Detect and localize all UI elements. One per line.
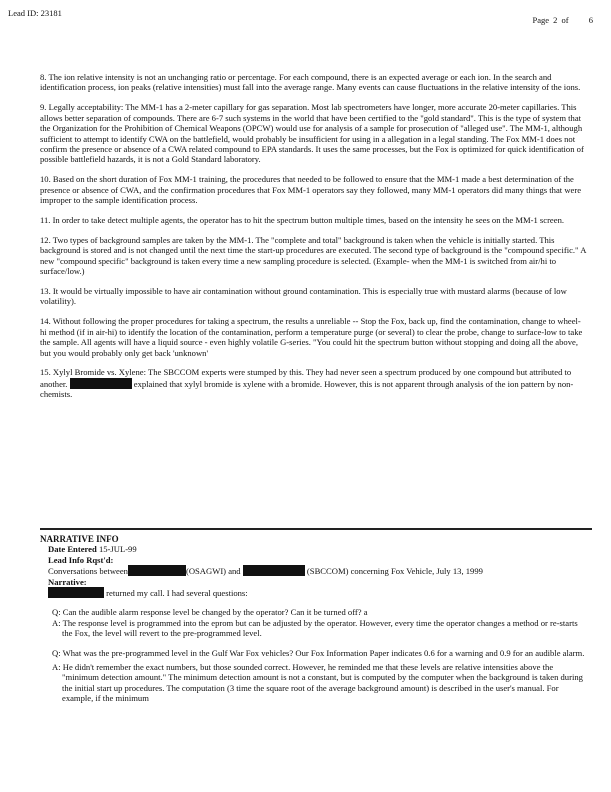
qa-block bbox=[40, 607, 588, 703]
finding-10: 10. Based on the short duration of Fox MM-1 training, the procedures that needed to be followed to ensure that the MM-1 made a best determination of the presence or absence of CWA, and the confirmation procedures that Fox MM-1 operators say they followed, many MM-1 operators did many things that were improper to the sample identification process. bbox=[40, 174, 582, 206]
numbered-findings bbox=[40, 72, 586, 409]
section-divider bbox=[40, 528, 592, 530]
qa-prefix: A: bbox=[52, 662, 61, 673]
page-indicator bbox=[533, 15, 594, 25]
returned-text: returned my call. I had several questions: bbox=[106, 588, 248, 599]
lead-info-label: Lead Info Rqst'd: bbox=[48, 554, 114, 565]
page-label: Page bbox=[532, 15, 550, 25]
qa-prefix: Q: bbox=[52, 607, 61, 618]
qa-answer bbox=[52, 662, 588, 704]
date-entered-row bbox=[40, 544, 588, 554]
date-entered-value: 15-JUL-99 bbox=[98, 544, 137, 555]
date-entered-label: Date Entered bbox=[48, 544, 97, 555]
finding-14: 14. Without following the proper procedures for taking a spectrum, the results a unreliable -- Stop the Fox, back up, find the contamination, change to wheel-hi method (if in air-hi) to identify the location of the contamination, perform a temperature purge (or several) to clear the probe, change to surface-low to take the sample. All agents will have a liquid source - even highly volatile G-series. "You could hit the spectrum button without stopping and doing all the above, but you would probably only get back 'unknown' bbox=[40, 316, 583, 358]
qa-text: Can the audible alarm response level be changed by the operator? Can it be turned off? a bbox=[62, 607, 368, 618]
conversation-text-b: (OSAGWI) and bbox=[185, 566, 241, 577]
qa-question bbox=[52, 607, 588, 617]
finding-15 bbox=[40, 367, 586, 399]
narrative-title: NARRATIVE INFO bbox=[40, 534, 119, 544]
finding-13: 13. It would be virtually impossible to have air contamination without ground contamination. This is especially true with mustard alarms (because of low volatility). bbox=[40, 286, 567, 307]
qa-question bbox=[52, 648, 588, 658]
conversation-text-a: Conversations between bbox=[48, 566, 128, 577]
page-number: 2 bbox=[553, 15, 558, 25]
qa-prefix: A: bbox=[52, 617, 61, 628]
finding-15-part-b: explained that xylyl bromide is xylene with a bromide. However, this is not apparent through analysis of the ion pattern by non-chemists. bbox=[40, 378, 574, 400]
redaction-block bbox=[128, 565, 186, 576]
finding-15-part-a: 15. Xylyl Bromide vs. Xylene: The SBCCOM experts were stumped by this. They had never seen a spectrum produced by one compound but attributed to another. bbox=[40, 367, 572, 389]
lead-id: Lead ID: 23181 bbox=[8, 8, 62, 18]
returned-line bbox=[40, 587, 588, 598]
qa-text: What was the pre-programmed level in the Gulf War Fox vehicles? Our Fox Information Paper indicates 0.6 for a warning and 0.9 for an audible alarm. bbox=[62, 647, 585, 658]
redaction-block bbox=[48, 587, 104, 598]
qa-answer bbox=[52, 618, 588, 639]
narrative-section bbox=[40, 534, 588, 704]
finding-11: 11. In order to take detect multiple agents, the operator has to hit the spectrum button multiple times, based on the intensity he sees on the MM-1 screen. bbox=[40, 214, 565, 225]
finding-12: 12. Two types of background samples are taken by the MM-1. The "complete and total" background is taken when the vehicle is initially started. This background is stored and is not changed until the next time the start-up procedures are executed. The second type of background is the "compound specific." A new "compound specific" background is taken every time a new sampling procedure is selected. (Example- when the MM-1 is switched from air/hi to surface/low.) bbox=[40, 234, 586, 277]
narrative-label: Narrative: bbox=[48, 576, 87, 587]
page-of: of bbox=[561, 15, 569, 25]
conversation-line bbox=[40, 565, 588, 576]
page-total: 6 bbox=[588, 15, 593, 25]
conversation-text-c: (SBCCOM) concerning Fox Vehicle, July 13, 1999 bbox=[306, 566, 483, 577]
qa-prefix: Q: bbox=[52, 647, 61, 658]
qa-text: He didn't remember the exact numbers, but those sounded correct. However, he reminded me that these levels are relative intensities above the "minimum detection amount." The minimum detection amount is not a constant, but is computed by the computer when the background is taken during the initial start up procedures. The computation (3 time the square root of the average background amount) is described in the user's manual. For example, if the minimum bbox=[62, 662, 583, 704]
redaction-block bbox=[243, 565, 305, 576]
finding-9: 9. Legally acceptability: The MM-1 has a 2-meter capillary for gas separation. Most lab spectrometers have longer, more accurate 20-meter capillaries. This allows better separation of compounds. There are 6-7 such systems in the world that have been certified to the "gold standard". This is the type of system that the Organization for the Prohibition of Chemical Weapons (OPCW) would use for analysis of a sample for prosecution of "alleged use". The MM-1, although sufficient to attempt to identify CWA on the battlefield, would probably be insufficient for using in a allegation in a legal standing. The Fox MM-1 does not confirm the presence or absence of a CWA related compound to EPA standards. It uses the same processes, but the Fox is optimized for quick identification of possible battlefield hazards, it is not a Gold Standard laboratory. bbox=[40, 102, 584, 165]
qa-text: The response level is programmed into the eprom but can be adjusted by the operator. However, every time the operator changes a method or re-starts the Fox, the level will revert to the pre-programmed level. bbox=[62, 617, 578, 639]
finding-8: 8. The ion relative intensity is not an unchanging ratio or percentage. For each compound, there is an expected average or each ion. In the search and identification process, ion peaks (relative intensities) must fall into the average range. Many events can cause fluctuations in the relative intensity of the ions. bbox=[40, 72, 581, 93]
redaction-block bbox=[70, 378, 132, 389]
